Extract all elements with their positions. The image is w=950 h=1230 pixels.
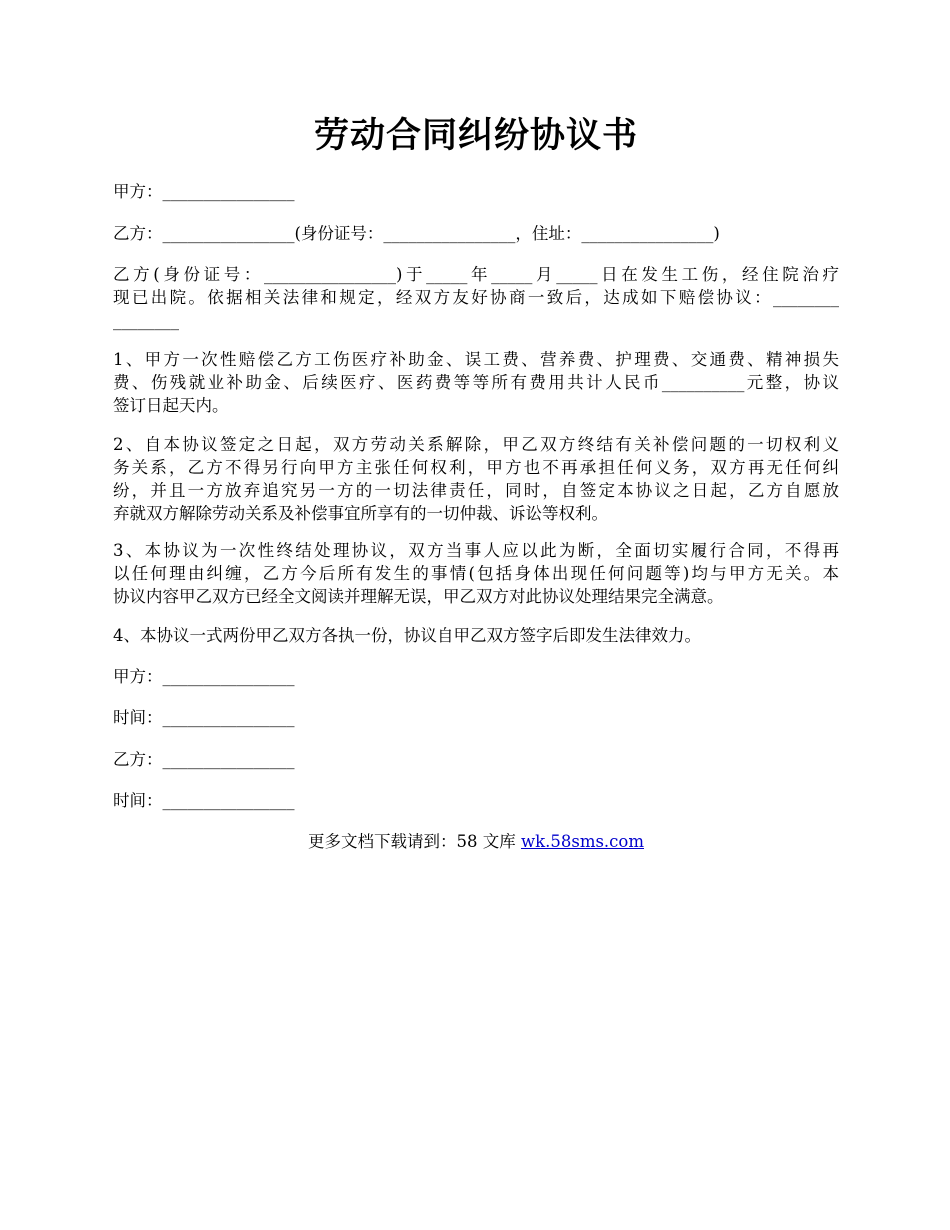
clause-2-row: 纷，并且一方放弃追究另一方的一切法律责任，同时，自签定本协议之日起，乙方自愿放 — [113, 481, 839, 500]
signature-time-a: 时间：________________ — [113, 708, 295, 727]
signature-time-b: 时间：________________ — [113, 791, 295, 810]
intro-row: 现已出院。依据相关法律和规定，经双方友好协商一致后，达成如下赔偿协议：________ — [113, 288, 839, 307]
clause-2-row: 务关系，乙方不得另行向甲方主张任何权利，甲方也不再承担任何义务，双方再无任何纠 — [113, 458, 839, 477]
signature-party-b: 乙方：________________ — [113, 750, 295, 769]
party-b-line: 乙方：________________(身份证号：________________，住址：________________) — [113, 224, 720, 243]
clause-3-row: 3、本协议为一次性终结处理协议，双方当事人应以此为断，全面切实履行合同，不得再 — [113, 541, 839, 560]
footer-text: 更多文档下载请到：58 文库 — [307, 832, 521, 851]
clause-1 — [113, 348, 839, 417]
clause-2 — [113, 433, 839, 525]
clause-3-row: 协议内容甲乙双方已经全文阅读并理解无误，甲乙双方对此协议处理结果完全满意。 — [113, 587, 724, 606]
footer-link[interactable]: wk.58sms.com — [520, 832, 644, 851]
clause-1-row: 签订日起天内。 — [113, 396, 229, 415]
clause-1-row: 1、甲方一次性赔偿乙方工伤医疗补助金、误工费、营养费、护理费、交通费、精神损失 — [113, 350, 839, 369]
clause-4: 4、本协议一式两份甲乙双方各执一份，协议自甲乙双方签字后即发生法律效力。 — [113, 626, 701, 645]
party-a-line: 甲方：________________ — [113, 182, 295, 201]
footer — [113, 830, 839, 853]
clause-3-row: 以任何理由纠缠，乙方今后所有发生的事情(包括身体出现任何问题等)均与甲方无关。本 — [113, 564, 839, 583]
document-title: 劳动合同纠纷协议书 — [313, 115, 638, 156]
clause-2-row: 2、自本协议签定之日起，双方劳动关系解除，甲乙双方终结有关补偿问题的一切权利义 — [113, 435, 839, 454]
clause-1-row: 费、伤残就业补助金、后续医疗、医药费等等所有费用共计人民币__________元整，协议 — [113, 373, 839, 392]
clause-2-row: 弃就双方解除劳动关系及补偿事宜所享有的一切仲裁、诉讼等权利。 — [113, 504, 608, 523]
clause-3 — [113, 539, 839, 608]
signature-party-a: 甲方：________________ — [113, 667, 295, 686]
intro-row: ________ — [113, 311, 179, 330]
intro-paragraph — [113, 263, 839, 332]
intro-row: 乙方(身份证号：________________)于_____年_____月_____日在发生工伤，经住院治疗 — [113, 265, 839, 284]
